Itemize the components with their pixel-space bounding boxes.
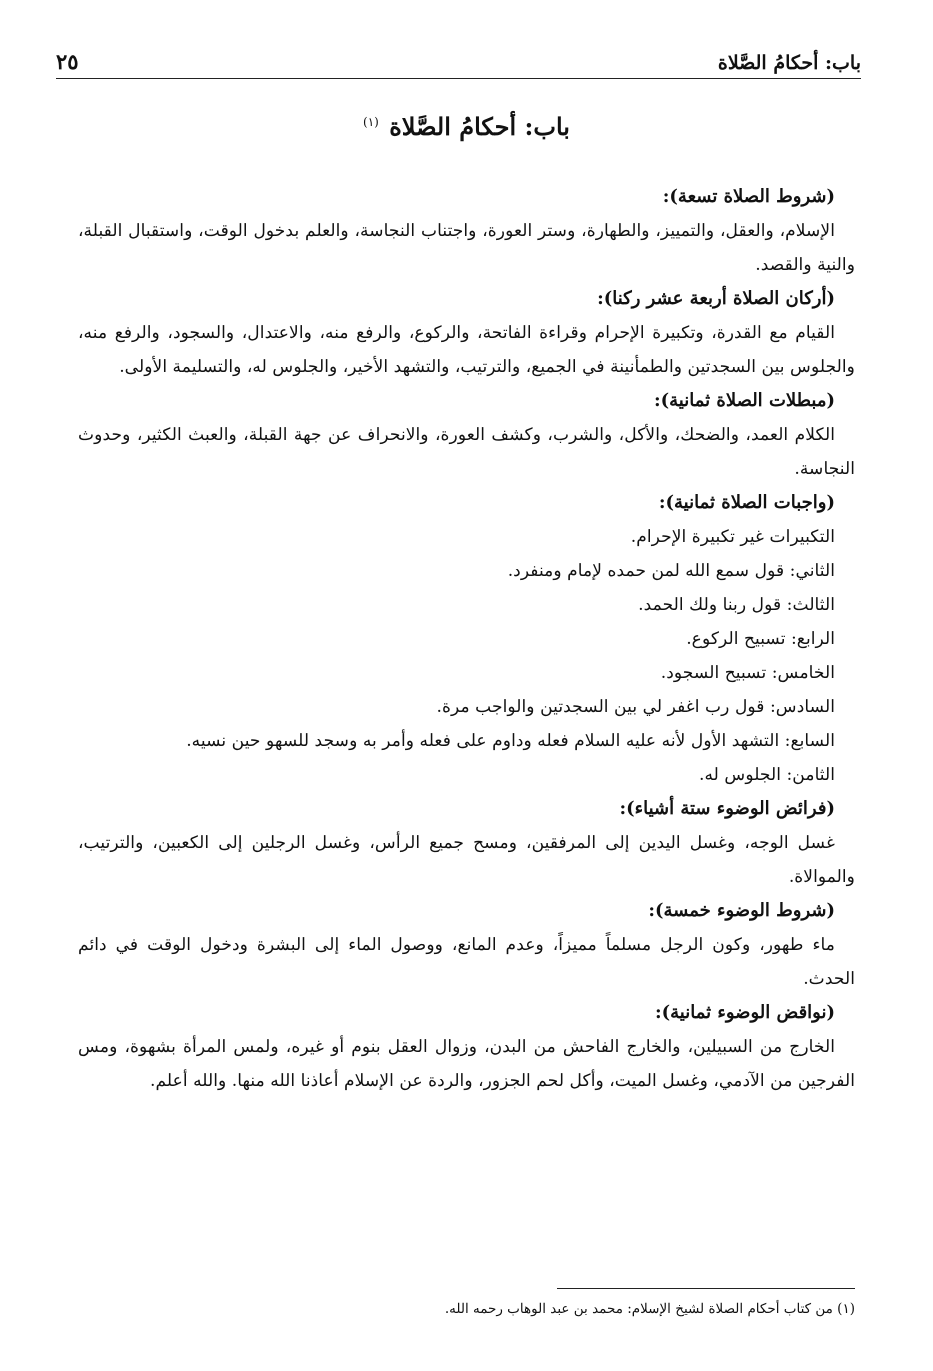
running-header (56, 30, 861, 79)
list-item: الرابع: تسبيح الركوع. (686, 629, 835, 649)
section-heading: (أركان الصلاة أربعة عشر ركنا): (597, 288, 835, 309)
chapter-title (0, 112, 933, 141)
section-paragraph: الكلام العمد، والضحك، والأكل، والشرب، وكشف العورة، والانحراف عن جهة القبلة، والعبث الكثير، وحدوث النجاسة. (78, 425, 855, 479)
section-heading: (فرائض الوضوء ستة أشياء): (619, 798, 835, 819)
list-item: السابع: التشهد الأول لأنه عليه السلام فعله وداوم على فعله وأمر به وسجد للسهو حين نسيه. (186, 731, 835, 751)
running-title: باب: أحكامُ الصَّلاة (717, 52, 861, 74)
section-paragraph: ماء طهور، وكون الرجل مسلماً مميزاً، وعدم المانع، ووصول الماء إلى البشرة ودخول الوقت في دائم الحدث. (78, 935, 855, 989)
section-heading: (نواقض الوضوء ثمانية): (655, 1002, 835, 1023)
list-item: الثامن: الجلوس له. (698, 765, 835, 785)
list-item: الثالث: قول ربنا ولك الحمد. (638, 595, 835, 615)
chapter-title-text: باب: أحكامُ الصَّلاة (389, 112, 570, 141)
section-heading: (واجبات الصلاة ثمانية): (658, 492, 835, 513)
footnote-reference: (١) (363, 115, 379, 129)
section-paragraph: غسل الوجه، وغسل اليدين إلى المرفقين، ومسح جميع الرأس، وغسل الرجلين إلى الكعبين، والترتيب، والموالاة. (78, 833, 855, 887)
list-item: التكبيرات غير تكبيرة الإحرام. (630, 527, 835, 547)
list-item: السادس: قول رب اغفر لي بين السجدتين والواجب مرة. (436, 697, 835, 717)
section-heading: (مبطلات الصلاة ثمانية): (654, 390, 835, 411)
section-heading: (شروط الصلاة تسعة): (662, 186, 835, 207)
main-text (78, 180, 855, 1098)
list-item: الثاني: قول سمع الله لمن حمده لإمام ومنفرد. (507, 561, 835, 581)
section-paragraph: الإسلام، والعقل، والتمييز، والطهارة، وستر العورة، واجتناب النجاسة، والعلم بدخول الوقت، واستقبال القبلة، والنية والقصد. (78, 221, 855, 275)
footnote-divider (557, 1288, 855, 1289)
page-number: ٢٥ (56, 49, 79, 74)
section-paragraph: الخارج من السبيلين، والخارج الفاحش من البدن، وزوال العقل بنوم أو غيره، ولمس المرأة بشهوة، ومس الفرجين من الآدمي، وغسل الميت، وأكل لحم الجزور، والردة عن الإسلام أعاذنا الله منها. والله أعلم. (78, 1037, 855, 1091)
footnote: (١) من كتاب أحكام الصلاة لشيخ الإسلام: محمد بن عبد الوهاب رحمه الله. (444, 1301, 855, 1317)
list-item: الخامس: تسبيح السجود. (660, 663, 835, 683)
section-paragraph: القيام مع القدرة، وتكبيرة الإحرام وقراءة الفاتحة، والركوع، والرفع منه، والاعتدال، والسجود، والرفع منه، والجلوس بين السجدتين والطمأنينة في الجميع، والترتيب، والتشهد الأخير، والجلوس له، والتسليمة الأولى. (78, 323, 855, 377)
section-heading: (شروط الوضوء خمسة): (648, 900, 835, 921)
